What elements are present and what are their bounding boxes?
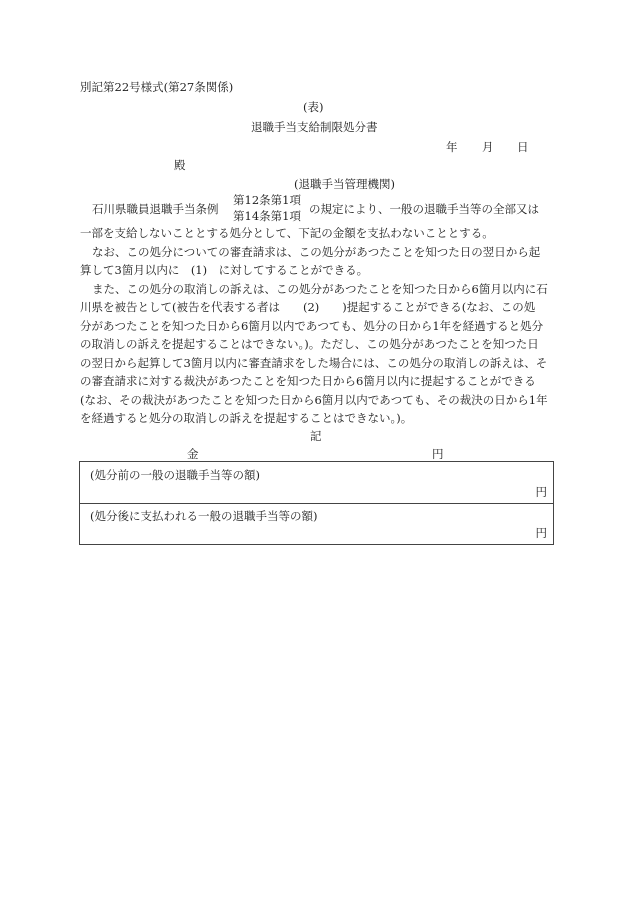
issuer: (退職手当管理機関) — [294, 177, 395, 191]
date-year: 年 — [446, 140, 458, 154]
date-day: 日 — [517, 140, 529, 154]
document-title: 退職手当支給制限処分書 — [251, 120, 378, 134]
paragraph-2-line-2: 算して3箇月以内に (1) に対してすることができる。 — [80, 263, 369, 277]
table-row-2-unit: 円 — [535, 526, 547, 540]
form-id: 別記第22号様式(第27条関係) — [80, 80, 234, 94]
ki-heading: 記 — [310, 429, 322, 443]
amount-unit: 円 — [432, 447, 444, 461]
paragraph-3-line-1: また、この処分の取消しの訴えは、この処分があつたことを知つた日から6箇月以内に石 — [92, 282, 548, 296]
amount-table — [79, 461, 554, 545]
paragraph-1-line-2: 一部を支給しないこととする処分として、下記の金額を支払わないこととする。 — [80, 226, 494, 240]
clause-option-2: 第14条第1項 — [233, 209, 301, 223]
paragraph-3-line-7: (なお、その裁決があつたことを知つた日から6箇月以内であつても、その裁決の日から1年 — [80, 393, 548, 407]
table-row-2-label: (処分後に支払われる一般の退職手当等の額) — [90, 509, 318, 523]
paragraph-3-line-5: の翌日から起算して3箇月以内に審査請求をした場合には、この処分の取消しの訴えは、そ — [80, 356, 548, 370]
paragraph-3-line-6: の審査請求に対する裁決があつたことを知つた日から6箇月以内に提起することができる — [80, 374, 536, 388]
paragraph-3-line-2: 川県を被告として(被告を代表する者は (2) )提起することができる(なお、この処 — [80, 300, 536, 314]
date-month: 月 — [482, 140, 494, 154]
paragraph-1-prefix: 石川県職員退職手当条例 — [92, 202, 219, 216]
table-row-1-label: (処分前の一般の退職手当等の額) — [90, 468, 260, 482]
paragraph-3-line-8: を経過すると処分の取消しの訴えを提起することはできない。)。 — [80, 411, 413, 425]
table-divider — [80, 503, 553, 504]
paragraph-3-line-4: の取消しの訴えを提起することはできない。)。ただし、この処分があつたことを知つた日 — [80, 337, 539, 351]
paragraph-1-suffix: の規定により、一般の退職手当等の全部又は — [309, 202, 539, 216]
amount-prefix: 金 — [187, 447, 199, 461]
addressee-honorific: 殿 — [174, 158, 186, 172]
face-label: (表) — [303, 100, 324, 114]
paragraph-2-line-1: なお、この処分についての審査請求は、この処分があつたことを知つた日の翌日から起 — [92, 245, 541, 259]
clause-option-1: 第12条第1項 — [233, 193, 301, 207]
paragraph-3-line-3: 分があつたことを知つた日から6箇月以内であつても、処分の日から1年を経過すると処分 — [80, 319, 544, 333]
table-row-1-unit: 円 — [535, 485, 547, 499]
